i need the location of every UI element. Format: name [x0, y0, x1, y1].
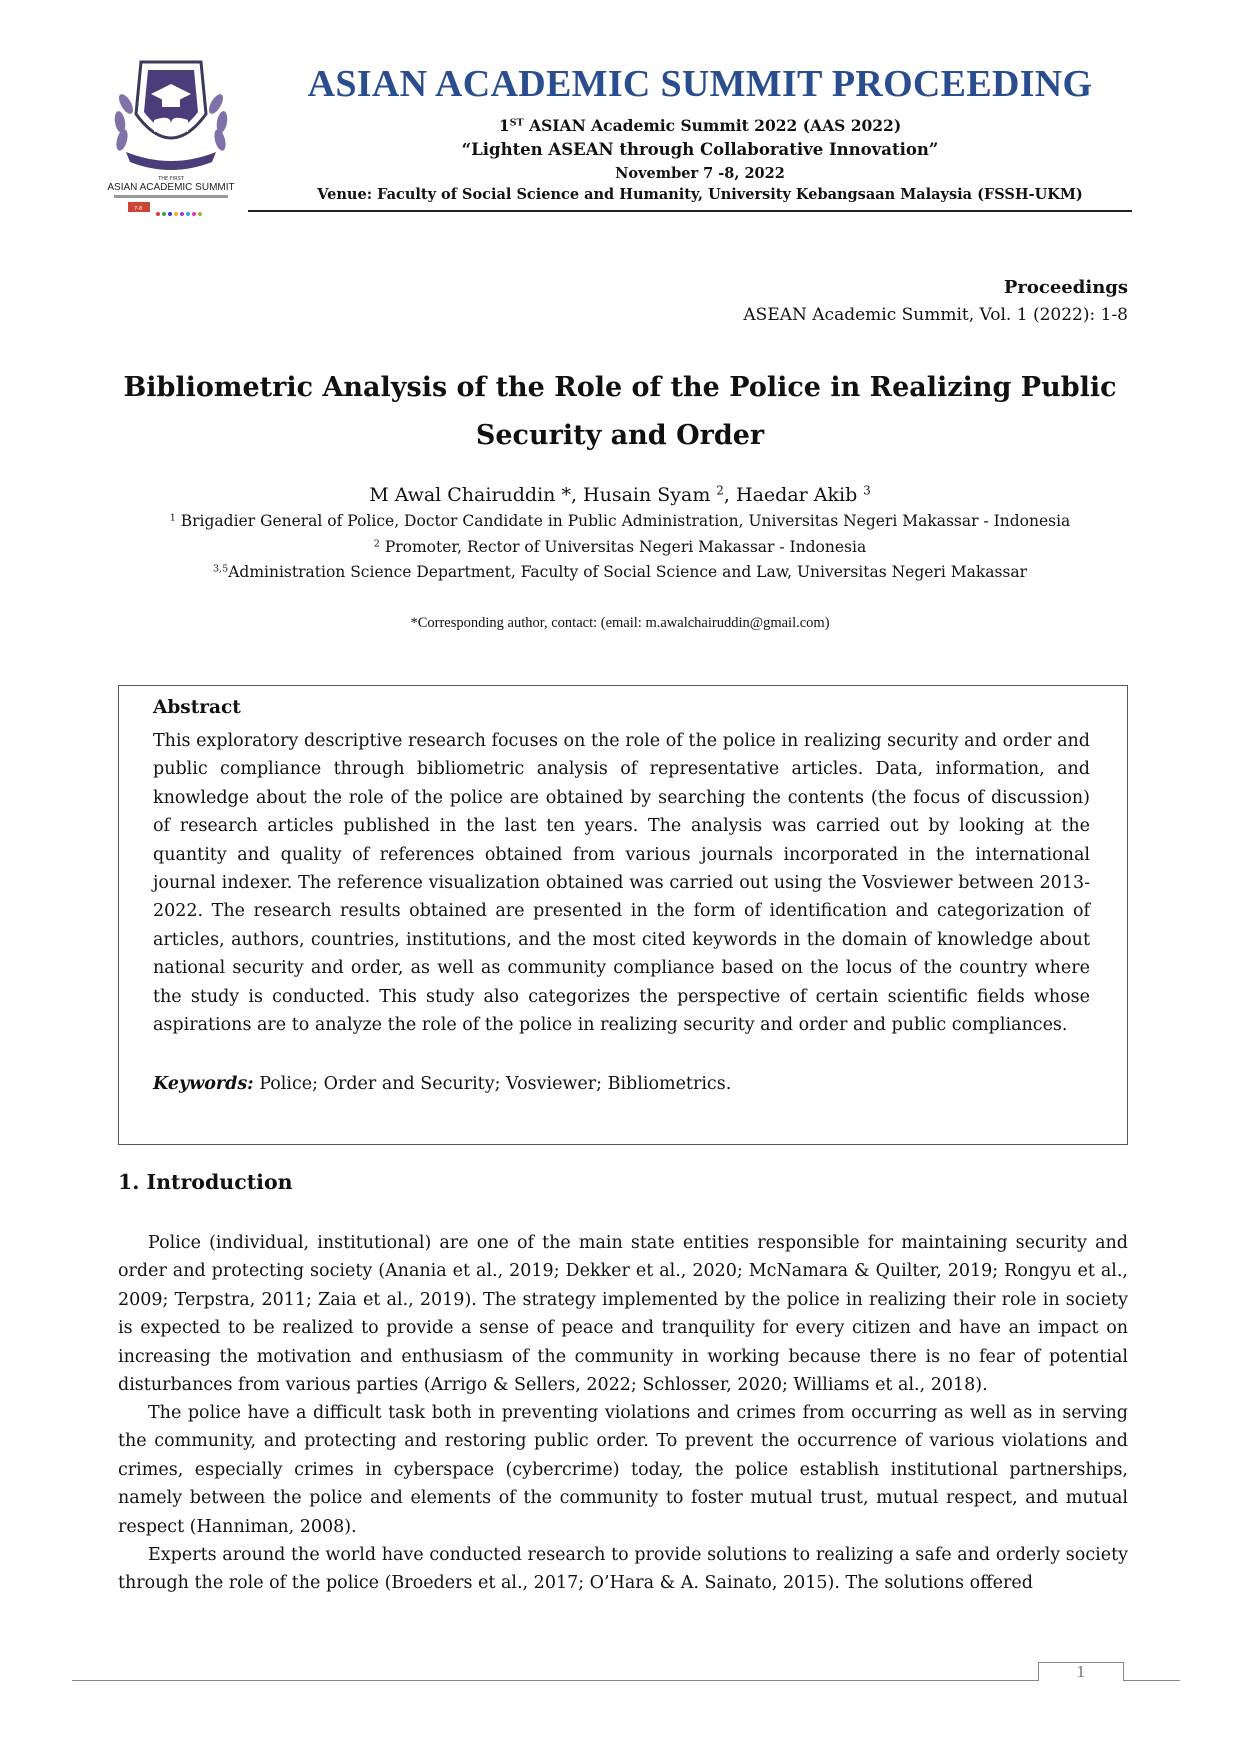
- footer-divider: [72, 1680, 1038, 1681]
- conference-logo: [96, 44, 246, 220]
- affiliation-3: $^{3,5}$Administration Science Department, Faculty of Social Science and Law, Universitas Negeri Makassar: [212, 563, 1028, 581]
- footer-divider-right: [1124, 1680, 1180, 1681]
- header-divider: [248, 210, 1132, 212]
- keywords-line: [153, 1074, 1090, 1094]
- svg-text:THE FIRST: THE FIRST: [158, 176, 184, 182]
- header-date-line: November 7 -8, 2022: [615, 165, 785, 182]
- header-event-line: 1ST ASIAN Academic Summit 2022 (AAS 2022): [498, 116, 902, 135]
- abstract-text: This exploratory descriptive research focuses on the role of the police in realizing security and order and public compliance through bibliometric analysis of representative articles. Data, information, and knowledge about the role of the police are obtained by searching the contents (the focus of discussion) of research articles published in the last ten years. The analysis was carried out by looking at the quantity and quality of references obtained from various journals incorporated in the international journal indexer. The reference visualization obtained was carried out using the Vosviewer between 2013-2022. The research results obtained are presented in the form of identification and categorization of articles, authors, countries, institutions, and the most cited keywords in the domain of knowledge about national security and order, as well as community compliance based on the locus of the country where the study is conducted. This study also categorizes the perspective of certain scientific fields whose aspirations are to analyze the role of the police in realizing security and order and public compliances.: [153, 731, 1090, 1036]
- proceedings-label: Proceedings: [1003, 277, 1128, 298]
- introduction-paragraph-3: Experts around the world have conducted research to provide solutions to realizing a safe and orderly society through the role of the police (Broeders et al., 2017; O’Hara & A. Sainato, 2015). The solutions offered: [118, 1545, 1128, 1594]
- svg-text:7-8: 7-8: [134, 206, 143, 212]
- header-theme-line: “Lighten ASEAN through Collaborative Innovation”: [461, 140, 939, 159]
- header-venue-line: Venue: Faculty of Social Science and Humanity, University Kebangsaan Malaysia (FSSH-UKM): [317, 186, 1083, 203]
- keywords-label: Keywords:: [153, 1074, 254, 1094]
- introduction-paragraph-1: Police (individual, institutional) are one of the main state entities responsible for maintaining security and order and protecting society (Anania et al., 2019; Dekker et al., 2020; McNamara & Quilter, 2019; Rongyu et al., 2009; Terpstra, 2011; Zaia et al., 2019). The strategy implemented by the police in realizing their role in society is expected to be realized to provide a sense of peace and tranquility for every citizen and have an impact on increasing the motivation and enthusiasm of the community in working because there is no fear of potential disturbances from various parties (Arrigo & Sellers, 2022; Schlosser, 2020; Williams et al., 2018).: [118, 1233, 1128, 1396]
- affiliation-1: $^1$ Brigadier General of Police, Doctor Candidate in Public Administration, Universitas Negeri Makassar - Indonesia: [169, 512, 1071, 530]
- introduction-heading: 1. Introduction: [118, 1170, 293, 1194]
- author-2: Husain Syam: [583, 484, 717, 506]
- affiliation-2: $^2$ Promoter, Rector of Universitas Negeri Makassar - Indonesia: [373, 538, 867, 556]
- header-title: ASIAN ACADEMIC SUMMIT PROCEEDING: [307, 63, 1093, 105]
- authors-line: M Awal Chairuddin *, Husain Syam $^2$, Haedar Akib $^3$: [369, 483, 871, 506]
- author-3: Haedar Akib: [736, 484, 864, 506]
- introduction-paragraph-2: The police have a difficult task both in preventing violations and crimes from occurring as well as in serving the community, and protecting and restoring public order. To prevent the occurrence of various violations and crimes, especially crimes in cyberspace (cybercrime) today, the police establish institutional partnerships, namely between the police and elements of the community to foster mutual trust, mutual respect, and mutual respect (Hanniman, 2008).: [118, 1403, 1128, 1537]
- author-1: M Awal Chairuddin *: [369, 484, 571, 506]
- proceedings-citation: ASEAN Academic Summit, Vol. 1 (2022): 1-8: [743, 305, 1128, 325]
- keywords-list: Police; Order and Security; Vosviewer; Bibliometrics.: [253, 1074, 732, 1094]
- page-number: 1: [1076, 1663, 1086, 1681]
- corresponding-author: *Corresponding author, contact: (email: m.awalchairuddin@gmail.com): [410, 615, 830, 631]
- paper-title: Bibliometric Analysis of the Role of the Police in Realizing Public Security and Order: [123, 372, 1117, 451]
- abstract-heading: Abstract: [153, 697, 241, 718]
- logo-text: ASIAN ACADEMIC SUMMIT: [107, 182, 235, 193]
